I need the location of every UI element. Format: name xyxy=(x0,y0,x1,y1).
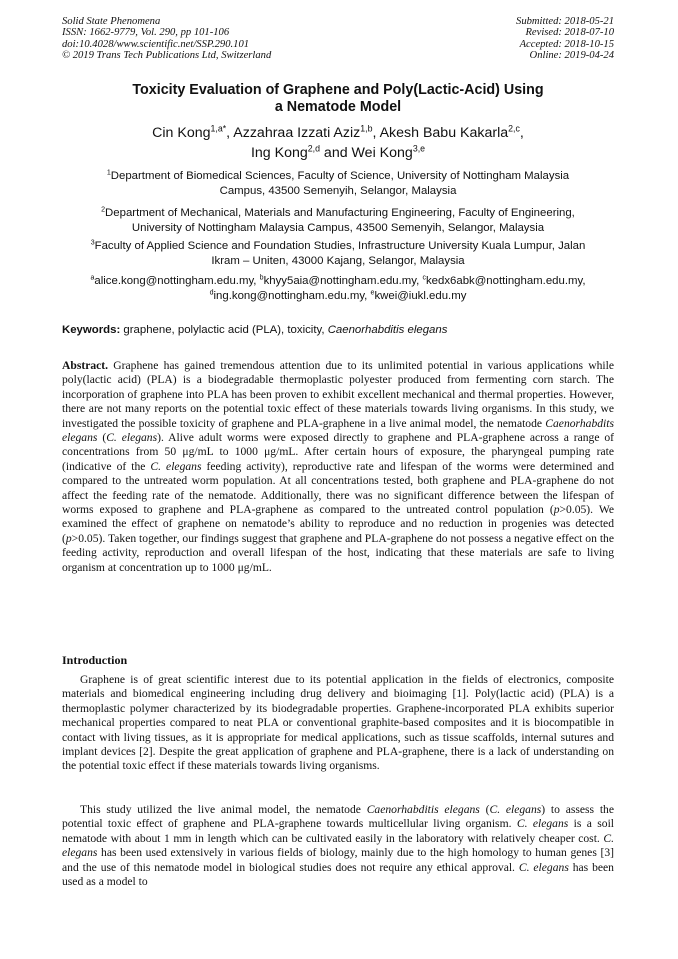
author-affiliation-mark: 3,e xyxy=(412,143,426,154)
affiliation-2 xyxy=(62,206,614,236)
email-d[interactable]: ing.kong@nottingham.edu.my, xyxy=(213,290,368,302)
journal-copyright: © 2019 Trans Tech Publications Ltd, Switzerland xyxy=(62,50,272,62)
introduction-paragraph-1: Graphene is of great scientific interest due to its potential application in the fields of electronics, composite materials and biomedical engineering including drug delivery and bioimaging [1]. Poly(lactic acid) (PLA) is a thermoplastic polymer characterized by its biodegradable properties. Graphene-incorporated PLA exhibits superior mechanical properties compared to neat PLA or conventional graphite-based composites and it is biocompatible in contact with living tissues, as it is appropriate for medical applications, such as tissue scaffolds, internal sutures and implant devices [2]. Despite the great application of graphene and PLA-graphene, there is a lack of understanding on the potential toxic effect if these materials towards living organisms. xyxy=(62,673,614,773)
journal-info xyxy=(62,16,271,62)
affiliation-line: Faculty of Applied Science and Foundation Studies, Infrastructure University Kuala Lumpur, Jalan xyxy=(94,240,586,252)
journal-doi: doi:10.4028/www.scientific.net/SSP.290.101 xyxy=(62,38,250,50)
keywords xyxy=(62,323,614,338)
author-affiliation-mark: 2,c xyxy=(508,123,520,134)
title-line-2: a Nematode Model xyxy=(274,99,402,115)
journal-name: Solid State Phenomena xyxy=(62,16,161,27)
affiliation-number: 1 xyxy=(106,169,111,177)
keywords-text: graphene, polylactic acid (PLA), toxicity, xyxy=(123,324,325,336)
affiliation-line: Department of Biomedical Sciences, Faculty of Science, University of Nottingham Malaysia xyxy=(110,170,570,182)
date-submitted: Submitted: 2018-05-21 xyxy=(516,16,614,27)
date-accepted: Accepted: 2018-10-15 xyxy=(519,38,614,50)
abstract: Abstract. Graphene has gained tremendous attention due to its unlimited potential in various applications while poly(lactic acid) (PLA) is a biodegradable thermoplastic polyester produced from fermenting corn starch. The incorporation of graphene into PLA has been proven to exhibit excellent mechanical and thermal properties. However, there are not many reports on the potential toxic effect of these materials towards living organisms. In this study, we investigated the possible toxicity of graphene and PLA-graphene in a live animal model, the nematode Caenorhabdits elegans (C. elegans). Alive adult worms were exposed directly to graphene and PLA-graphene across a range of concentrations from 50 μg/mL to 1000 μg/mL. After certain hours of exposure, the pharyngeal pumping rate (indicative of the C. elegans feeding activity), reproductive rate and lifespan of the worms were determined and compared to the untreated worm population. At all concentrations tested, both graphene and PLA-graphene do not affect the feeding rate of the nematode. Additionally, there was no significant difference between the lifespan of worms exposed to graphene and PLA-graphene as compared to the untreated control population (p>0.05). We examined the effect of graphene on nematode’s ability to reproduce and no reduction in progenies was detected (p>0.05). Taken together, our findings suggest that graphene and PLA-graphene do not possess a negative effect on the feeding activity, reproduction and overall lifespan of the host, indicating that these materials are safe to living organism at concentration up to 1000 μg/mL. xyxy=(62,359,615,574)
author-name: Ing Kong xyxy=(250,144,308,161)
author-name: Akesh Babu Kakarla xyxy=(379,125,509,141)
email-c[interactable]: kedx6abk@nottingham.edu.my, xyxy=(425,275,586,287)
author-name: Cin Kong xyxy=(152,125,211,141)
date-online: Online: 2019-04-24 xyxy=(529,50,614,62)
keywords-species: Caenorhabditis elegans xyxy=(327,324,448,336)
author-name: Wei Kong xyxy=(351,144,413,161)
author-name: Azzahraa Izzati Aziz xyxy=(233,125,361,141)
affiliation-3 xyxy=(62,239,614,269)
section-heading-introduction: Introduction xyxy=(62,653,128,667)
keywords-label: Keywords: xyxy=(62,324,121,336)
author-emails: $^a$alice.kong@nottingham.edu.my, $^b$khyy5aia@nottingham.edu.my, $^c$kedx6abk@nottingham.edu.my, $^d$ing.kong@nottingham.edu.my, $^e$kwei@iukl.edu.my xyxy=(90,274,586,302)
affiliation-1 xyxy=(62,169,614,199)
affiliation-number: 2 xyxy=(101,206,106,214)
email-a[interactable]: alice.kong@nottingham.edu.my, xyxy=(94,275,257,287)
abstract-label: Abstract. xyxy=(62,359,109,372)
email-b[interactable]: khyy5aia@nottingham.edu.my, xyxy=(263,275,420,287)
paper-title xyxy=(62,82,614,116)
introduction-paragraph-2: This study utilized the live animal model, the nematode Caenorhabditis elegans (C. elegans) to assess the potential toxic effect of graphene and PLA-graphene towards multicellular living organism. C. elegans is a soil nematode with about 1 mm in length which can be cultivated easily in the laboratory with relatively cheaper cost. C. elegans has been used extensively in various fields of biology, mainly due to the high homology to human genes [3] and the use of this nematode model in biological studies does not require any ethical approval. C. elegans has been used as a model to xyxy=(62,803,615,889)
abstract-text: Graphene has gained tremendous attention due to its unlimited potential in various applications while poly(lactic acid) (PLA) is a biodegradable thermoplastic polyester produced from fermenting corn starch. The incorporation of graphene into PLA has been proven to exhibit excellent mechanical and thermal properties. However, there are not many reports on the potential toxic effect of these materials towards living organisms. In this study, we investigated the possible toxicity of graphene and PLA-graphene in a live animal model, the nematode xyxy=(62,359,614,430)
date-revised: Revised: 2018-07-10 xyxy=(525,27,614,39)
affiliation-line: Department of Mechanical, Materials and Manufacturing Engineering, Faculty of Engineering, xyxy=(105,207,575,219)
author-affiliation-mark: 1,b xyxy=(360,123,373,134)
affiliation-line: Ikram – Uniten, 43000 Kajang, Selangor, Malaysia xyxy=(211,255,465,267)
journal-issn: ISSN: 1662-9779, Vol. 290, pp 101-106 xyxy=(62,27,230,39)
affiliation-number: 3 xyxy=(90,239,95,247)
publication-dates xyxy=(516,16,614,62)
affiliation-line: Campus, 43500 Semenyih, Selangor, Malaysia xyxy=(219,185,457,197)
email-e[interactable]: kwei@iukl.edu.my xyxy=(374,290,467,302)
author-list: Cin Kong$^{1,a*}$, Azzahraa Izzati Aziz$^{1,b}$, Akesh Babu Kakarla$^{2,c}$, Ing Kong$^{2,d}$ and Wei Kong$^{3,e}$ xyxy=(152,123,524,161)
title-line-1: Toxicity Evaluation of Graphene and Poly(Lactic-Acid) Using xyxy=(132,82,544,98)
author-affiliation-mark: 1,a* xyxy=(210,123,227,134)
affiliation-line: University of Nottingham Malaysia Campus, 43500 Semenyih, Selangor, Malaysia xyxy=(131,222,545,234)
author-affiliation-mark: 2,d xyxy=(307,143,320,154)
